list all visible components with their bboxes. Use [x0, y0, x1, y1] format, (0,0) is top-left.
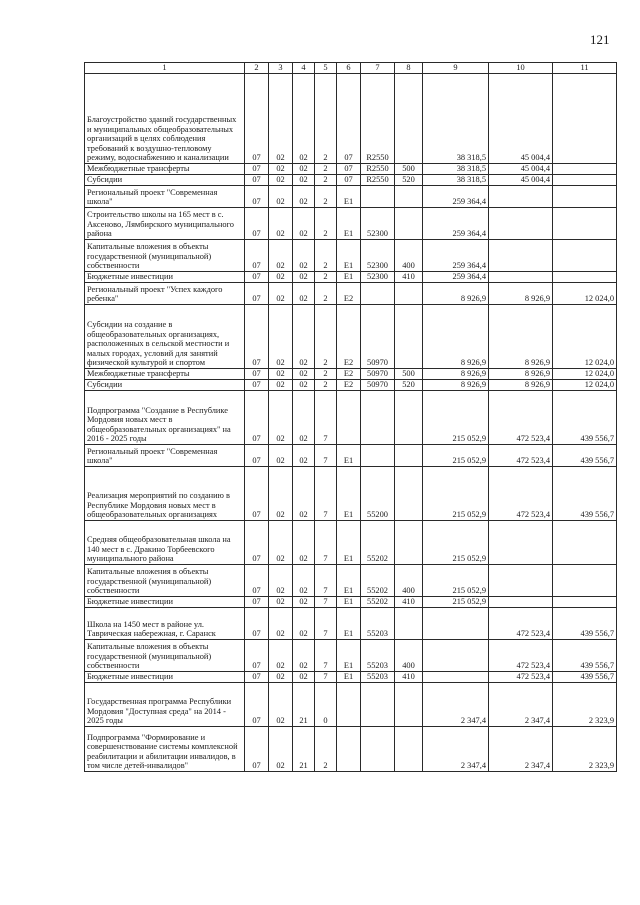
code-cell: 02 — [293, 175, 315, 186]
code-cell: R2550 — [361, 164, 395, 175]
value-cell: 215 052,9 — [423, 467, 489, 521]
code-cell — [395, 467, 423, 521]
code-cell: 07 — [245, 672, 269, 683]
code-cell: Е2 — [337, 283, 361, 305]
value-cell — [553, 597, 617, 608]
code-cell: 07 — [245, 565, 269, 597]
code-cell: 52300 — [361, 240, 395, 272]
code-cell: 400 — [395, 640, 423, 672]
table-row — [85, 597, 617, 608]
table-row — [85, 305, 617, 369]
code-cell: 02 — [293, 272, 315, 283]
value-cell: 8 926,9 — [423, 369, 489, 380]
code-cell: 02 — [293, 672, 315, 683]
code-cell: Е1 — [337, 272, 361, 283]
code-cell — [361, 186, 395, 208]
code-cell: 02 — [269, 272, 293, 283]
code-cell: 02 — [293, 521, 315, 565]
column-header: 11 — [553, 63, 617, 74]
code-cell: 02 — [269, 369, 293, 380]
code-cell: 52300 — [361, 272, 395, 283]
value-cell: 472 523,4 — [489, 445, 553, 467]
value-cell — [489, 240, 553, 272]
table-body — [85, 74, 617, 772]
value-cell: 2 347,4 — [489, 727, 553, 772]
code-cell: Е2 — [337, 369, 361, 380]
value-cell: 38 318,5 — [423, 175, 489, 186]
table-row — [85, 240, 617, 272]
code-cell: 07 — [337, 175, 361, 186]
code-cell: 02 — [269, 445, 293, 467]
row-name: Региональный проект "Современная школа" — [85, 186, 245, 208]
value-cell: 8 926,9 — [489, 380, 553, 391]
table-row — [85, 521, 617, 565]
value-cell: 38 318,5 — [423, 74, 489, 164]
code-cell: Е1 — [337, 640, 361, 672]
code-cell: 07 — [245, 608, 269, 640]
row-name: Региональный проект "Современная школа" — [85, 445, 245, 467]
value-cell — [489, 597, 553, 608]
value-cell: 215 052,9 — [423, 445, 489, 467]
code-cell: Е1 — [337, 521, 361, 565]
code-cell: 07 — [245, 305, 269, 369]
code-cell: Е1 — [337, 608, 361, 640]
column-header: 5 — [315, 63, 337, 74]
value-cell: 12 024,0 — [553, 380, 617, 391]
column-header: 8 — [395, 63, 423, 74]
code-cell: 7 — [315, 597, 337, 608]
code-cell: 02 — [269, 74, 293, 164]
code-cell: 2 — [315, 272, 337, 283]
value-cell: 472 523,4 — [489, 391, 553, 445]
value-cell — [489, 208, 553, 240]
code-cell: 02 — [269, 640, 293, 672]
row-name: Бюджетные инвестиции — [85, 272, 245, 283]
code-cell: 07 — [245, 369, 269, 380]
code-cell: 400 — [395, 565, 423, 597]
code-cell: Е1 — [337, 186, 361, 208]
value-cell: 472 523,4 — [489, 467, 553, 521]
column-header: 9 — [423, 63, 489, 74]
code-cell: 07 — [245, 175, 269, 186]
code-cell: 02 — [269, 208, 293, 240]
code-cell — [395, 186, 423, 208]
code-cell: 02 — [269, 565, 293, 597]
table-row — [85, 186, 617, 208]
value-cell — [489, 272, 553, 283]
value-cell: 259 364,4 — [423, 272, 489, 283]
table-row — [85, 672, 617, 683]
code-cell: 02 — [293, 391, 315, 445]
table-row — [85, 369, 617, 380]
value-cell — [553, 208, 617, 240]
code-cell: 0 — [315, 683, 337, 727]
column-header: 7 — [361, 63, 395, 74]
value-cell: 215 052,9 — [423, 391, 489, 445]
code-cell: 02 — [269, 240, 293, 272]
value-cell — [553, 164, 617, 175]
code-cell: 21 — [293, 683, 315, 727]
value-cell: 45 004,4 — [489, 175, 553, 186]
value-cell — [553, 272, 617, 283]
code-cell: 7 — [315, 467, 337, 521]
code-cell: 07 — [245, 727, 269, 772]
code-cell: 520 — [395, 380, 423, 391]
code-cell: 2 — [315, 175, 337, 186]
code-cell — [395, 521, 423, 565]
code-cell: Е1 — [337, 240, 361, 272]
code-cell: 7 — [315, 672, 337, 683]
table-row — [85, 208, 617, 240]
code-cell: 07 — [245, 240, 269, 272]
code-cell: 02 — [269, 391, 293, 445]
value-cell: 12 024,0 — [553, 305, 617, 369]
value-cell: 215 052,9 — [423, 565, 489, 597]
table-row — [85, 164, 617, 175]
value-cell — [489, 521, 553, 565]
code-cell: Е1 — [337, 672, 361, 683]
code-cell: 02 — [293, 369, 315, 380]
value-cell: 12 024,0 — [553, 283, 617, 305]
code-cell: 02 — [293, 640, 315, 672]
code-cell: 7 — [315, 391, 337, 445]
value-cell — [553, 74, 617, 164]
row-name: Строительство школы на 165 мест в с. Аксеново, Лямбирского муниципального района — [85, 208, 245, 240]
code-cell: Е1 — [337, 445, 361, 467]
row-name: Региональный проект "Успех каждого ребенка" — [85, 283, 245, 305]
code-cell: 55203 — [361, 608, 395, 640]
code-cell: 410 — [395, 597, 423, 608]
table-row — [85, 640, 617, 672]
value-cell — [489, 565, 553, 597]
table-row — [85, 175, 617, 186]
code-cell — [395, 608, 423, 640]
code-cell: 02 — [269, 608, 293, 640]
code-cell: 07 — [245, 380, 269, 391]
value-cell: 2 347,4 — [489, 683, 553, 727]
code-cell: R2550 — [361, 74, 395, 164]
value-cell: 2 347,4 — [423, 683, 489, 727]
value-cell: 8 926,9 — [423, 380, 489, 391]
value-cell: 215 052,9 — [423, 597, 489, 608]
value-cell — [553, 565, 617, 597]
code-cell: 07 — [245, 683, 269, 727]
code-cell: 2 — [315, 164, 337, 175]
value-cell — [553, 186, 617, 208]
code-cell: 2 — [315, 240, 337, 272]
code-cell: 2 — [315, 74, 337, 164]
code-cell: 500 — [395, 369, 423, 380]
row-name: Благоустройство зданий государственных и муниципальных общеобразовательных организаций в целях соблюдения требований к воздушно-тепловому режиму, водоснабжению и канализации — [85, 74, 245, 164]
code-cell: Е2 — [337, 305, 361, 369]
code-cell: 50970 — [361, 380, 395, 391]
value-cell — [553, 175, 617, 186]
code-cell — [395, 208, 423, 240]
code-cell: 02 — [269, 186, 293, 208]
value-cell: 439 556,7 — [553, 445, 617, 467]
code-cell: 55203 — [361, 640, 395, 672]
row-name: Средняя общеобразовательная школа на 140 мест в с. Дракино Торбеевского муниципального района — [85, 521, 245, 565]
code-cell: 02 — [293, 74, 315, 164]
row-name: Реализация мероприятий по созданию в Республике Мордовия новых мест в общеобразовательных организациях — [85, 467, 245, 521]
value-cell: 439 556,7 — [553, 608, 617, 640]
row-name: Государственная программа Республики Мордовия "Доступная среда" на 2014 - 2025 годы — [85, 683, 245, 727]
code-cell: 7 — [315, 565, 337, 597]
code-cell: 07 — [245, 272, 269, 283]
code-cell — [395, 727, 423, 772]
code-cell: 02 — [293, 597, 315, 608]
row-name: Капитальные вложения в объекты государственной (муниципальной) собственности — [85, 240, 245, 272]
code-cell: 02 — [293, 208, 315, 240]
code-cell: 02 — [269, 467, 293, 521]
code-cell: 02 — [269, 597, 293, 608]
row-name: Субсидии — [85, 175, 245, 186]
code-cell: 02 — [293, 380, 315, 391]
value-cell: 8 926,9 — [423, 305, 489, 369]
code-cell — [395, 445, 423, 467]
value-cell — [423, 640, 489, 672]
code-cell: 2 — [315, 727, 337, 772]
table-row — [85, 283, 617, 305]
header-row — [85, 63, 617, 74]
code-cell: 410 — [395, 672, 423, 683]
code-cell: 02 — [269, 380, 293, 391]
column-header: 2 — [245, 63, 269, 74]
code-cell: 07 — [337, 164, 361, 175]
code-cell — [395, 283, 423, 305]
code-cell: 7 — [315, 445, 337, 467]
code-cell — [337, 683, 361, 727]
value-cell: 472 523,4 — [489, 640, 553, 672]
code-cell: 55203 — [361, 672, 395, 683]
table-row — [85, 272, 617, 283]
table-row — [85, 74, 617, 164]
code-cell: 02 — [269, 164, 293, 175]
row-name: Бюджетные инвестиции — [85, 672, 245, 683]
value-cell: 2 323,9 — [553, 683, 617, 727]
code-cell — [361, 445, 395, 467]
row-name: Подпрограмма "Формирование и совершенствование системы комплексной реабилитации и абилитации инвалидов, в том числе детей-инвалидов" — [85, 727, 245, 772]
value-cell: 472 523,4 — [489, 608, 553, 640]
code-cell — [395, 74, 423, 164]
code-cell: 02 — [293, 186, 315, 208]
value-cell: 439 556,7 — [553, 467, 617, 521]
row-name: Субсидии — [85, 380, 245, 391]
table-row — [85, 683, 617, 727]
value-cell: 2 347,4 — [423, 727, 489, 772]
code-cell: 02 — [293, 608, 315, 640]
value-cell: 259 364,4 — [423, 208, 489, 240]
code-cell: 07 — [245, 391, 269, 445]
code-cell: 02 — [293, 565, 315, 597]
value-cell: 259 364,4 — [423, 186, 489, 208]
value-cell: 45 004,4 — [489, 164, 553, 175]
value-cell: 8 926,9 — [489, 283, 553, 305]
value-cell — [423, 672, 489, 683]
code-cell: 520 — [395, 175, 423, 186]
value-cell: 38 318,5 — [423, 164, 489, 175]
code-cell: 07 — [245, 640, 269, 672]
code-cell: 02 — [293, 283, 315, 305]
value-cell — [553, 240, 617, 272]
code-cell — [337, 727, 361, 772]
code-cell: Е2 — [337, 380, 361, 391]
code-cell: 2 — [315, 208, 337, 240]
value-cell: 8 926,9 — [423, 283, 489, 305]
value-cell: 215 052,9 — [423, 521, 489, 565]
value-cell: 45 004,4 — [489, 74, 553, 164]
code-cell: 07 — [245, 521, 269, 565]
row-name: Капитальные вложения в объекты государственной (муниципальной) собственности — [85, 565, 245, 597]
code-cell: Е1 — [337, 565, 361, 597]
code-cell: R2550 — [361, 175, 395, 186]
row-name: Подпрограмма "Создание в Республике Мордовия новых мест в общеобразовательных организациях" на 2016 - 2025 годы — [85, 391, 245, 445]
row-name: Межбюджетные трансферты — [85, 164, 245, 175]
code-cell: 07 — [245, 597, 269, 608]
table-row — [85, 565, 617, 597]
code-cell: 02 — [269, 175, 293, 186]
table-row — [85, 467, 617, 521]
value-cell: 259 364,4 — [423, 240, 489, 272]
code-cell: 02 — [293, 305, 315, 369]
code-cell: 07 — [245, 208, 269, 240]
code-cell: 02 — [269, 683, 293, 727]
row-name: Бюджетные инвестиции — [85, 597, 245, 608]
code-cell: 2 — [315, 186, 337, 208]
code-cell: 7 — [315, 608, 337, 640]
code-cell: 07 — [245, 74, 269, 164]
code-cell — [361, 683, 395, 727]
code-cell: Е1 — [337, 208, 361, 240]
column-header: 10 — [489, 63, 553, 74]
value-cell — [489, 186, 553, 208]
value-cell: 12 024,0 — [553, 369, 617, 380]
value-cell: 472 523,4 — [489, 672, 553, 683]
column-header: 4 — [293, 63, 315, 74]
code-cell — [337, 391, 361, 445]
code-cell: 55202 — [361, 521, 395, 565]
code-cell: 02 — [293, 445, 315, 467]
column-header: 1 — [85, 63, 245, 74]
code-cell: 02 — [269, 283, 293, 305]
code-cell — [361, 727, 395, 772]
column-header: 6 — [337, 63, 361, 74]
code-cell: 500 — [395, 164, 423, 175]
value-cell — [423, 608, 489, 640]
code-cell: 50970 — [361, 305, 395, 369]
code-cell: 55202 — [361, 597, 395, 608]
row-name: Капитальные вложения в объекты государственной (муниципальной) собственности — [85, 640, 245, 672]
value-cell — [553, 521, 617, 565]
code-cell — [361, 391, 395, 445]
code-cell: Е1 — [337, 467, 361, 521]
code-cell: 02 — [293, 164, 315, 175]
budget-table — [84, 62, 617, 772]
code-cell — [395, 391, 423, 445]
code-cell: 410 — [395, 272, 423, 283]
code-cell: 2 — [315, 283, 337, 305]
code-cell: 07 — [245, 164, 269, 175]
code-cell: 2 — [315, 305, 337, 369]
code-cell: 07 — [337, 74, 361, 164]
code-cell: 02 — [293, 240, 315, 272]
code-cell: 2 — [315, 380, 337, 391]
value-cell: 8 926,9 — [489, 369, 553, 380]
table-row — [85, 727, 617, 772]
code-cell: 02 — [269, 521, 293, 565]
row-name: Субсидии на создание в общеобразовательных организациях, расположенных в сельской местности и малых городах, условий для занятий физической культурой и спортом — [85, 305, 245, 369]
table-row — [85, 608, 617, 640]
code-cell: 02 — [269, 305, 293, 369]
code-cell: 50970 — [361, 369, 395, 380]
table-row — [85, 380, 617, 391]
code-cell: 07 — [245, 445, 269, 467]
row-name: Школа на 1450 мест в районе ул. Таврическая набережная, г. Саранск — [85, 608, 245, 640]
column-header: 3 — [269, 63, 293, 74]
code-cell: 400 — [395, 240, 423, 272]
code-cell: 21 — [293, 727, 315, 772]
code-cell: 7 — [315, 640, 337, 672]
value-cell: 439 556,7 — [553, 672, 617, 683]
code-cell: 7 — [315, 521, 337, 565]
code-cell: 52300 — [361, 208, 395, 240]
code-cell — [395, 305, 423, 369]
code-cell: 07 — [245, 186, 269, 208]
code-cell: 55200 — [361, 467, 395, 521]
code-cell: 02 — [269, 672, 293, 683]
code-cell: 2 — [315, 369, 337, 380]
code-cell: Е1 — [337, 597, 361, 608]
value-cell: 2 323,9 — [553, 727, 617, 772]
code-cell: 07 — [245, 467, 269, 521]
row-name: Межбюджетные трансферты — [85, 369, 245, 380]
code-cell: 07 — [245, 283, 269, 305]
code-cell — [361, 283, 395, 305]
code-cell — [395, 683, 423, 727]
code-cell: 55202 — [361, 565, 395, 597]
value-cell: 439 556,7 — [553, 640, 617, 672]
code-cell: 02 — [293, 467, 315, 521]
value-cell: 439 556,7 — [553, 391, 617, 445]
page-number: 121 — [590, 32, 610, 47]
table-row — [85, 391, 617, 445]
table-row — [85, 445, 617, 467]
value-cell: 8 926,9 — [489, 305, 553, 369]
code-cell: 02 — [269, 727, 293, 772]
